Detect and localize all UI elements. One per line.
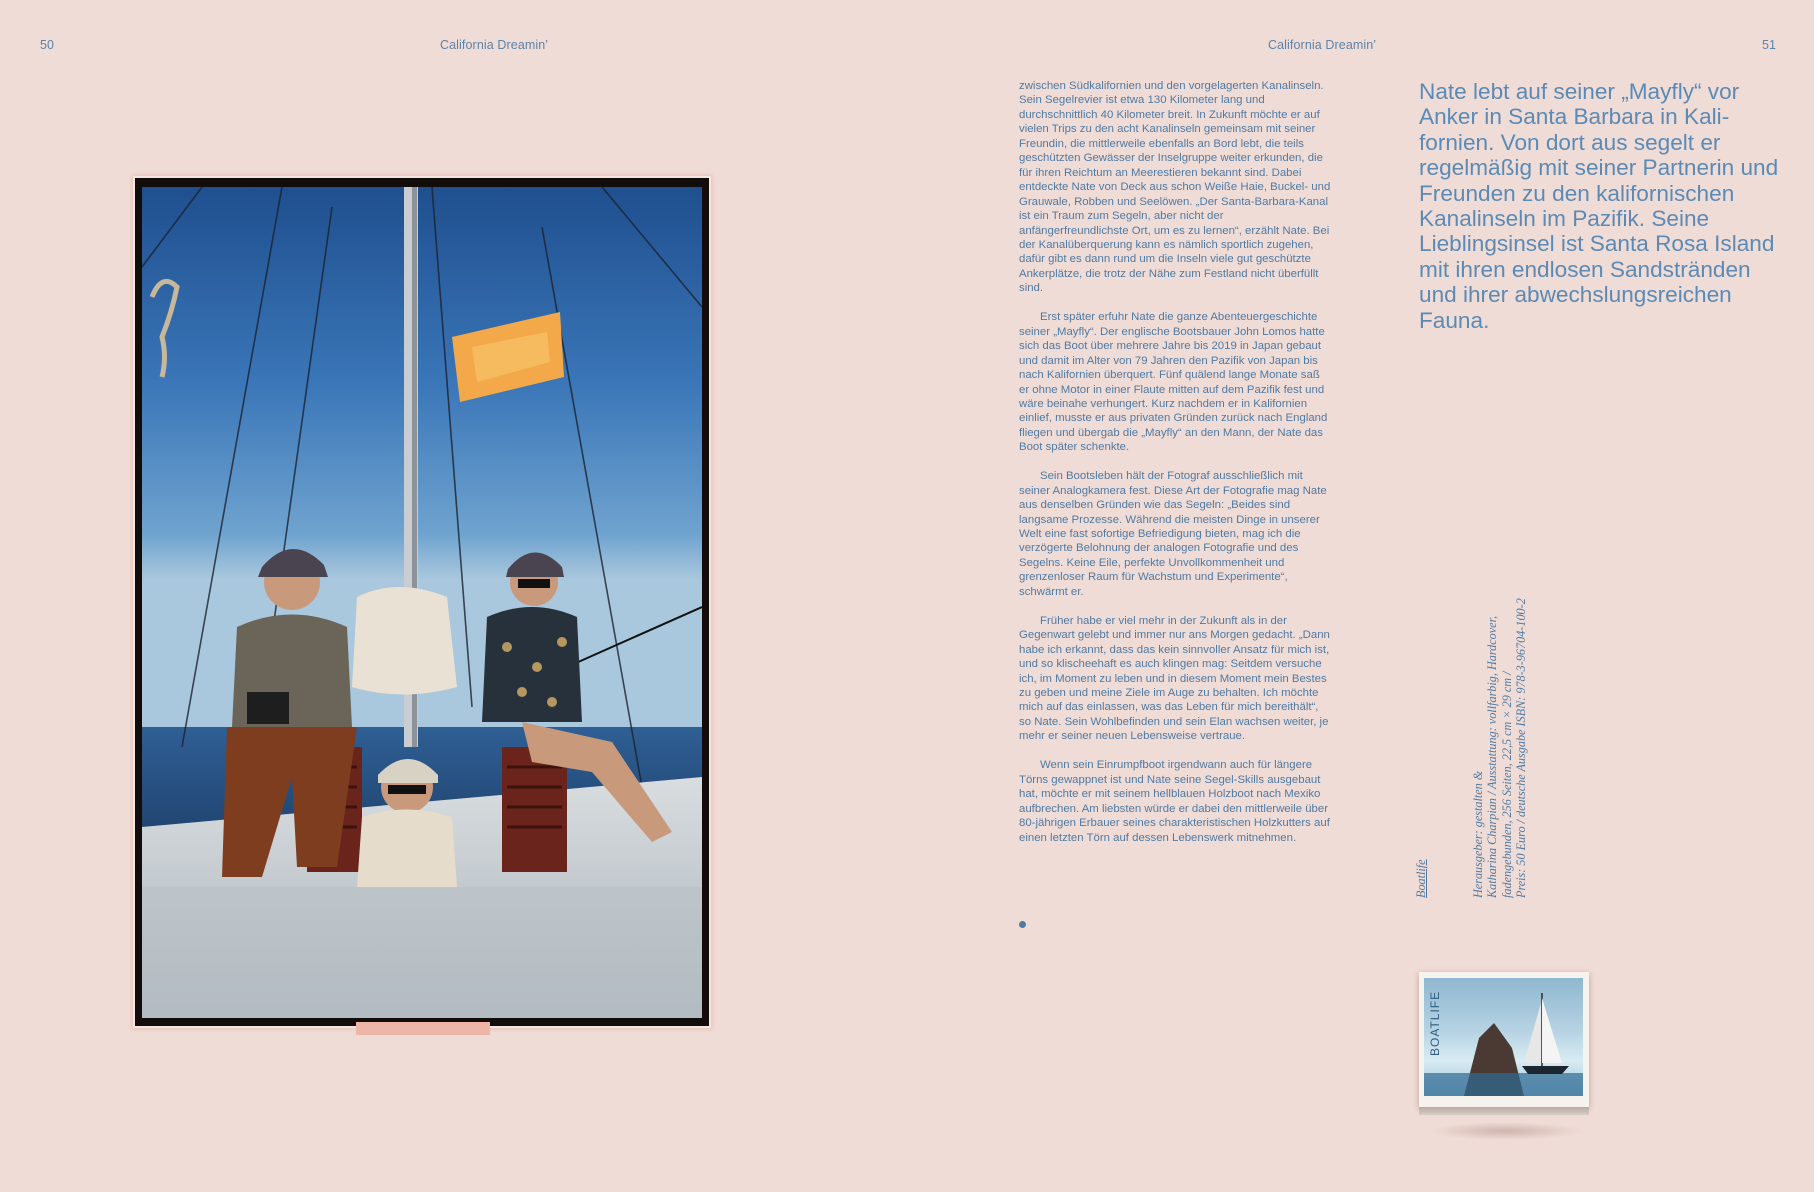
credits-line: Preis: 50 Euro / deutsche Ausgabe ISBN: 978-3-96704-100-2 bbox=[1514, 598, 1528, 898]
body-paragraph: zwischen Südkalifornien und den vorgelagerten Kanalinseln. Sein Segelrevier ist etwa 130 Kilometer lang und durchschnittlich 40 Kilometer breit. In Zukunft möchte er auf vielen Trips zu den acht Kanalinseln gemeinsam mit seiner Freundin, die mittlerweile ebenfalls an Bord lebt, die teils geschützten Gewässer der Inselgruppe weiter erkunden, die für ihren Reichtum an Meerestieren bekannt sind. Dabei entdeckte Nate von Deck aus schon Weiße Haie, Buckel- und Grauwale, Robben und Seelöwen. „Der Santa-Barbara-Kanal ist ein Traum zum Segeln, aber nicht der anfängerfreundlichste Ort, um es zu lernen“, erzählt Nate. Bei der Kanalüberquerung kann es nämlich sportlich zugehen, dafür gibt es dann rund um die Inseln viele gut geschützte Ankerplätze, die trotz der Nähe zum Festland nicht überfüllt sind. bbox=[1019, 80, 1331, 295]
credits-title: Boatlife bbox=[1414, 859, 1428, 898]
body-paragraph: Erst später erfuhr Nate die ganze Abenteuergeschichte seiner „Mayfly“. Der englische Bootsbauer John Lomos hatte sich das Boot über mehrere Jahre bis 2019 in Japan gebaut und damit im Alter von 79 Jahren den Pazifik von Japan bis nach Kalifornien überquert. Fünf quälend lange Monate saß er ohne Motor in einer Flaute mitten auf dem Pazifik fest und wäre beinahe verhungert. Kurz nachdem er in Kalifornien einlief, musste er aus privaten Gründen zurück nach England fliegen und übergab die „Mayfly“ an den Mann, der Nate das Boot später schenkte. bbox=[1019, 311, 1328, 454]
article-body bbox=[1019, 79, 1332, 859]
book-cover-title: BOATLIFE bbox=[1428, 990, 1442, 1056]
page-number-right: 51 bbox=[1762, 38, 1777, 52]
body-paragraph: Sein Bootsleben hält der Fotograf ausschließlich mit seiner Analogkamera fest. Diese Art der Fotografie mag Nate aus denselben Gründen wie das Segeln: „Beides sind langsame Prozesse. Während die meisten Dinge in unserer Welt eine fast sofortige Befriedigung bieten, mag ich die verzögerte Belohnung der analogen Fotografie und des Segelns. Keine Eile, perfekte Unvollkommenheit und grenzenloser Raum für Wachstum und Experimente“, schwärmt er. bbox=[1019, 470, 1327, 598]
sailboat-photo bbox=[135, 178, 709, 1026]
book-cover-photo bbox=[1424, 978, 1583, 1096]
page-number-left: 50 bbox=[40, 38, 55, 52]
book-cover-image bbox=[1419, 972, 1589, 1107]
credits-line: Katharina Charpian / Ausstattung: vollfarbig, Hardcover, bbox=[1485, 615, 1499, 898]
body-paragraph: Wenn sein Einrumpfboot irgendwann auch für längere Törns gewappnet ist und Nate seine Segel-Skills ausgebaut hat, möchte er mit seinem hellblauen Holzboot nach Mexiko aufbrechen. Am liebsten würde er dabei den mittlerweile über 80-jährigen Erbauer seines charakteristischen Holzkutters auf einen letzten Törn auf dessen Lebenswerk mitnehmen. bbox=[1019, 759, 1330, 844]
book-edge bbox=[1419, 1107, 1589, 1115]
end-mark-dot bbox=[1019, 921, 1026, 928]
running-title-left: California Dreamin’ bbox=[440, 38, 549, 52]
book-credits bbox=[1414, 578, 1529, 898]
photo-tape-bottom bbox=[356, 1022, 490, 1035]
body-paragraph: Früher habe er viel mehr in der Zukunft als in der Gegenwart gelebt und immer nur ans Morgen gedacht. „Dann habe ich erkannt, dass das kein sinnvoller Ansatz für mich ist, und so klischeehaft es auch klingen mag: Seitdem versuche ich, im Moment zu leben und in diesem Moment mein Bestes zu geben und meine Ziele im Auge zu behalten. Ich möchte mich auf das einlassen, was das Leben für mich bereithält“, so Nate. Sein Wohlbefinden und sein Elan wachsen weiter, je mehr er seiner neuen Lebensweise vertraue. bbox=[1019, 614, 1330, 743]
book-shadow bbox=[1428, 1122, 1584, 1140]
running-title-right: California Dreamin’ bbox=[1268, 38, 1377, 52]
pull-quote: Nate lebt auf seiner „Mayfly“ vor Anker in Santa Barbara in Kalifornien. Von dort aus segelt er regelmäßig mit seiner Partnerin und Freunden zu den kalifornischen Kanalinseln im Pazifik. Seine Lieblingsinsel ist Santa Rosa Island mit ihren endlosen Sandstränden und ihrer abwechslungsreichen Fauna. bbox=[1419, 79, 1779, 333]
credits-line: Herausgeber: gestalten & bbox=[1470, 770, 1485, 898]
credits-line: fadengebunden, 256 Seiten, 22,5 cm × 29 cm / bbox=[1499, 671, 1514, 898]
